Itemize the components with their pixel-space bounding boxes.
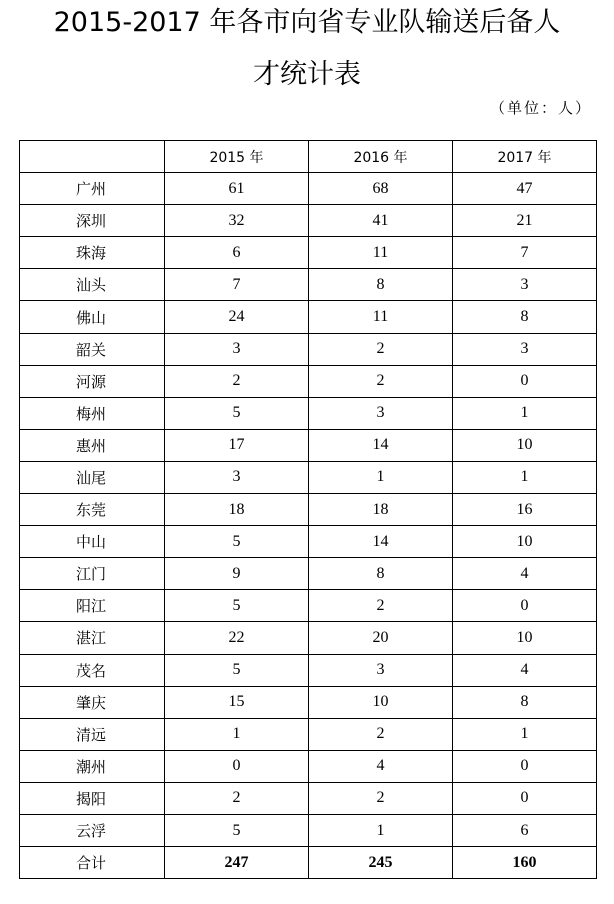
value-cell: 14 bbox=[309, 526, 453, 558]
value-cell: 17 bbox=[165, 429, 309, 461]
city-cell: 阳江 bbox=[20, 590, 165, 622]
table-row bbox=[20, 494, 597, 526]
table-row bbox=[20, 173, 597, 205]
value-cell: 1 bbox=[309, 461, 453, 493]
value-cell: 4 bbox=[309, 750, 453, 782]
value-cell: 2 bbox=[309, 590, 453, 622]
city-cell: 深圳 bbox=[20, 205, 165, 237]
city-cell: 合计 bbox=[20, 847, 165, 879]
city-cell: 佛山 bbox=[20, 301, 165, 333]
value-cell: 5 bbox=[165, 397, 309, 429]
value-cell: 1 bbox=[453, 461, 597, 493]
value-cell: 16 bbox=[453, 494, 597, 526]
value-cell: 5 bbox=[165, 526, 309, 558]
value-cell: 21 bbox=[453, 205, 597, 237]
table-row bbox=[20, 750, 597, 782]
header-row bbox=[20, 141, 597, 173]
table-row bbox=[20, 686, 597, 718]
table-row bbox=[20, 429, 597, 461]
value-cell: 8 bbox=[453, 686, 597, 718]
table-row bbox=[20, 782, 597, 814]
value-cell: 4 bbox=[453, 654, 597, 686]
table-row bbox=[20, 237, 597, 269]
value-cell: 2 bbox=[309, 782, 453, 814]
value-cell: 1 bbox=[453, 397, 597, 429]
value-cell: 10 bbox=[309, 686, 453, 718]
stats-table-body bbox=[20, 141, 597, 879]
value-cell: 0 bbox=[453, 782, 597, 814]
document-title-line-1: 2015-2017 年各市向省专业队输送后备人 bbox=[53, 7, 561, 38]
value-cell: 0 bbox=[165, 750, 309, 782]
stats-table bbox=[19, 140, 597, 879]
value-cell: 14 bbox=[309, 429, 453, 461]
value-cell: 11 bbox=[309, 237, 453, 269]
city-cell: 江门 bbox=[20, 558, 165, 590]
value-cell: 3 bbox=[165, 333, 309, 365]
value-cell: 4 bbox=[453, 558, 597, 590]
value-cell: 2 bbox=[309, 365, 453, 397]
city-cell: 梅州 bbox=[20, 397, 165, 429]
value-cell: 68 bbox=[309, 173, 453, 205]
value-cell: 0 bbox=[453, 750, 597, 782]
value-cell: 6 bbox=[453, 814, 597, 846]
value-cell: 5 bbox=[165, 654, 309, 686]
value-cell: 2 bbox=[165, 782, 309, 814]
value-cell: 9 bbox=[165, 558, 309, 590]
city-cell: 湛江 bbox=[20, 622, 165, 654]
header-cell-2017: 2017 年 bbox=[453, 141, 597, 173]
value-cell: 10 bbox=[453, 526, 597, 558]
value-cell: 1 bbox=[453, 718, 597, 750]
value-cell: 3 bbox=[309, 654, 453, 686]
value-cell: 3 bbox=[453, 333, 597, 365]
value-cell: 41 bbox=[309, 205, 453, 237]
city-cell: 珠海 bbox=[20, 237, 165, 269]
header-cell-2015: 2015 年 bbox=[165, 141, 309, 173]
value-cell: 2 bbox=[309, 718, 453, 750]
table-row bbox=[20, 654, 597, 686]
table-row bbox=[20, 205, 597, 237]
city-cell: 广州 bbox=[20, 173, 165, 205]
table-row bbox=[20, 622, 597, 654]
table-row bbox=[20, 526, 597, 558]
value-cell: 5 bbox=[165, 590, 309, 622]
city-cell: 中山 bbox=[20, 526, 165, 558]
table-row bbox=[20, 397, 597, 429]
value-cell: 2 bbox=[309, 333, 453, 365]
table-row bbox=[20, 333, 597, 365]
table-row bbox=[20, 461, 597, 493]
value-cell: 160 bbox=[453, 847, 597, 879]
city-cell: 东莞 bbox=[20, 494, 165, 526]
table-row bbox=[20, 301, 597, 333]
value-cell: 10 bbox=[453, 429, 597, 461]
value-cell: 0 bbox=[453, 365, 597, 397]
table-row bbox=[20, 365, 597, 397]
value-cell: 20 bbox=[309, 622, 453, 654]
value-cell: 7 bbox=[165, 269, 309, 301]
total-row bbox=[20, 847, 597, 879]
value-cell: 10 bbox=[453, 622, 597, 654]
value-cell: 0 bbox=[453, 590, 597, 622]
value-cell: 3 bbox=[453, 269, 597, 301]
value-cell: 6 bbox=[165, 237, 309, 269]
table-row bbox=[20, 718, 597, 750]
city-cell: 清远 bbox=[20, 718, 165, 750]
value-cell: 7 bbox=[453, 237, 597, 269]
unit-note: （单位：人） bbox=[489, 99, 592, 117]
value-cell: 247 bbox=[165, 847, 309, 879]
table-row bbox=[20, 814, 597, 846]
document-title-line-2: 才统计表 bbox=[253, 59, 361, 90]
value-cell: 24 bbox=[165, 301, 309, 333]
table-row bbox=[20, 590, 597, 622]
value-cell: 1 bbox=[309, 814, 453, 846]
city-cell: 河源 bbox=[20, 365, 165, 397]
city-cell: 汕尾 bbox=[20, 461, 165, 493]
value-cell: 3 bbox=[309, 397, 453, 429]
header-cell-corner bbox=[20, 141, 165, 173]
city-cell: 潮州 bbox=[20, 750, 165, 782]
value-cell: 18 bbox=[165, 494, 309, 526]
header-cell-2016: 2016 年 bbox=[309, 141, 453, 173]
value-cell: 15 bbox=[165, 686, 309, 718]
value-cell: 47 bbox=[453, 173, 597, 205]
city-cell: 韶关 bbox=[20, 333, 165, 365]
city-cell: 惠州 bbox=[20, 429, 165, 461]
value-cell: 32 bbox=[165, 205, 309, 237]
value-cell: 61 bbox=[165, 173, 309, 205]
city-cell: 揭阳 bbox=[20, 782, 165, 814]
value-cell: 18 bbox=[309, 494, 453, 526]
value-cell: 8 bbox=[309, 269, 453, 301]
city-cell: 云浮 bbox=[20, 814, 165, 846]
table-row bbox=[20, 269, 597, 301]
city-cell: 汕头 bbox=[20, 269, 165, 301]
value-cell: 245 bbox=[309, 847, 453, 879]
value-cell: 22 bbox=[165, 622, 309, 654]
table-row bbox=[20, 558, 597, 590]
value-cell: 8 bbox=[309, 558, 453, 590]
city-cell: 肇庆 bbox=[20, 686, 165, 718]
value-cell: 2 bbox=[165, 365, 309, 397]
value-cell: 1 bbox=[165, 718, 309, 750]
city-cell: 茂名 bbox=[20, 654, 165, 686]
value-cell: 11 bbox=[309, 301, 453, 333]
value-cell: 3 bbox=[165, 461, 309, 493]
value-cell: 5 bbox=[165, 814, 309, 846]
value-cell: 8 bbox=[453, 301, 597, 333]
